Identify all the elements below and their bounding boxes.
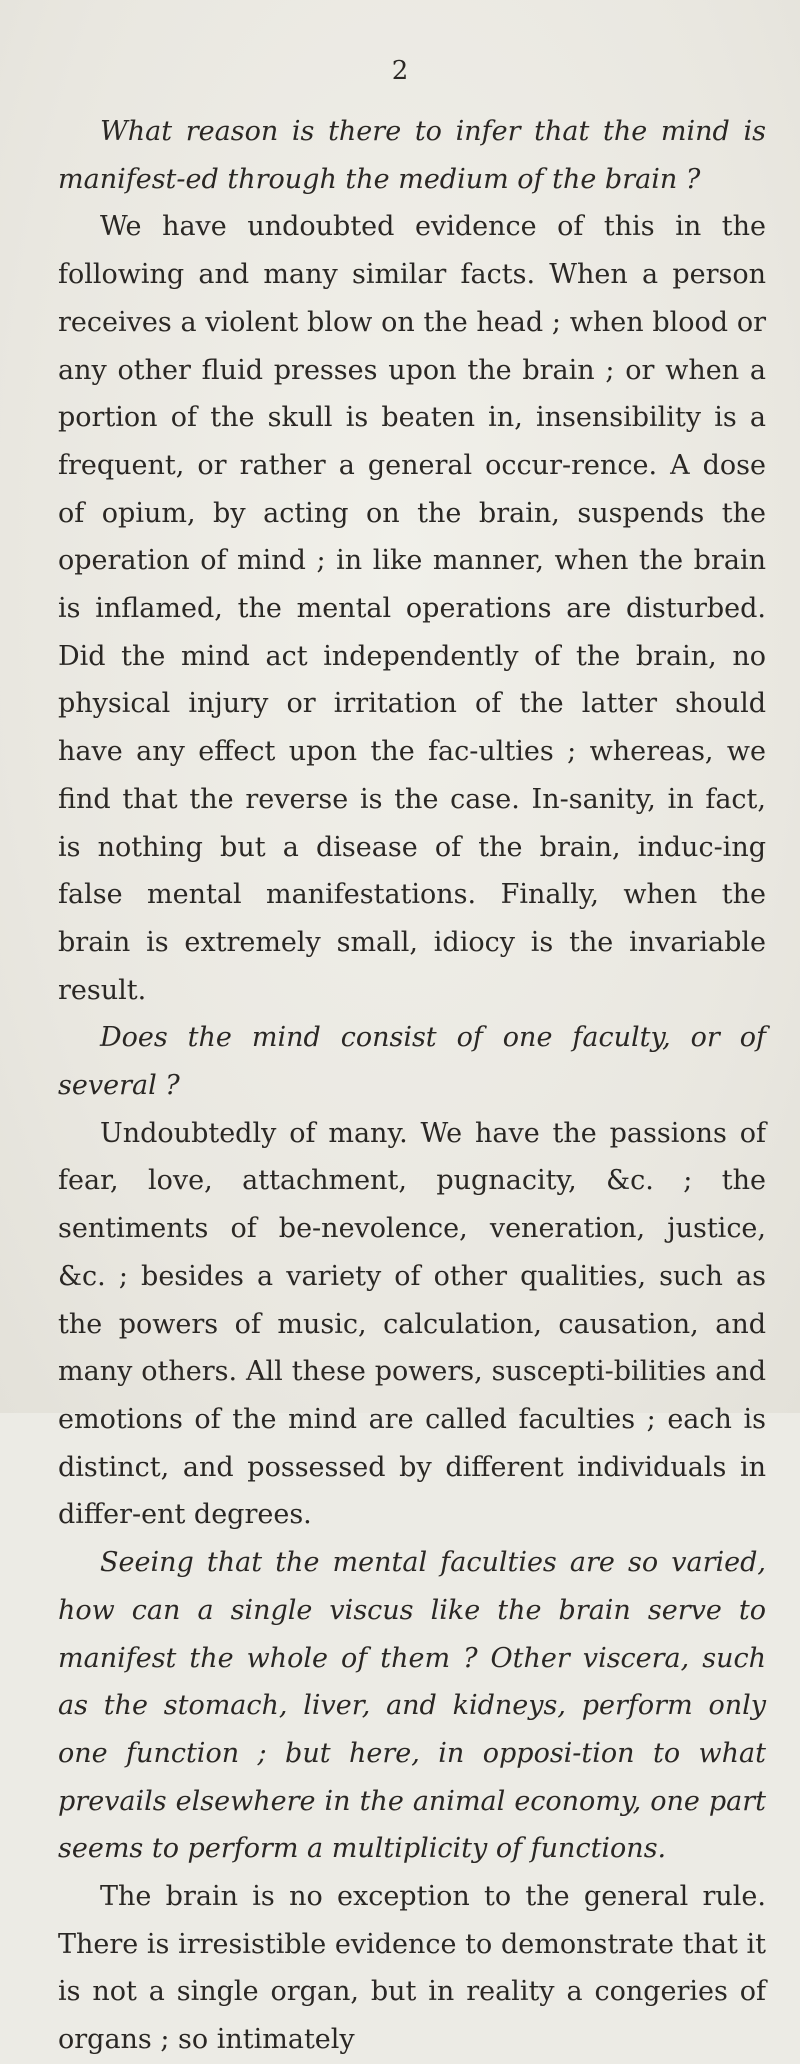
answer-paragraph-many-faculties: Undoubtedly of many. We have the passions of fear, love, attachment, pugnacity, &c. ; the sentiments of be-nevolence, veneration, justice, &c. ; besides a variety of other qualities, such as the powers of music, calculation, causation, and many others. All these powers, suscepti-bilities and emotions of the mind are called faculties ; each is distinct, and possessed by different individuals in differ-ent degrees. (58, 1117, 766, 1531)
question-paragraph-single-viscus: Seeing that the mental faculties are so varied, how can a single viscus like the brain serve to manifest the whole of them ? Other viscera, such as the stomach, liver, and kidneys, perform only one function ; but here, in opposi-tion to what prevails elsewhere in the animal economy, one part seems to perform a multiplicity of functions. (58, 1547, 766, 1865)
answer-paragraph-evidence: We have undoubted evidence of this in the following and many similar facts. When a person receives a violent blow on the head ; when blood or any other fluid presses upon the brain ; or when a portion of the skull is beaten in, insensibility is a frequent, or rather a general occur-rence. A dose of opium, by acting on the brain, suspends the operation of mind ; in like manner, when the brain is inflamed, the mental operations are disturbed. Did the mind act independently of the brain, no physical injury or irritation of the latter should have any effect upon the fac-ulties ; whereas, we find that the reverse is the case. In-sanity, in fact, is nothing but a disease of the brain, induc-ing false mental manifestations. Finally, when the brain is extremely small, idiocy is the invariable result. (58, 211, 766, 1006)
question-paragraph-mind-brain: What reason is there to infer that the mind is manifest-ed through the medium of the brain ? (58, 116, 766, 195)
page-number: 2 (391, 56, 409, 86)
page-text-body (58, 108, 766, 2064)
answer-paragraph-congeries: The brain is no exception to the general rule. There is irresistible evidence to demonstrate that it is not a single organ, but in reality a congeries of organs ; so intimately (58, 1881, 766, 2056)
question-paragraph-faculties: Does the mind consist of one faculty, or of several ? (58, 1022, 766, 1102)
